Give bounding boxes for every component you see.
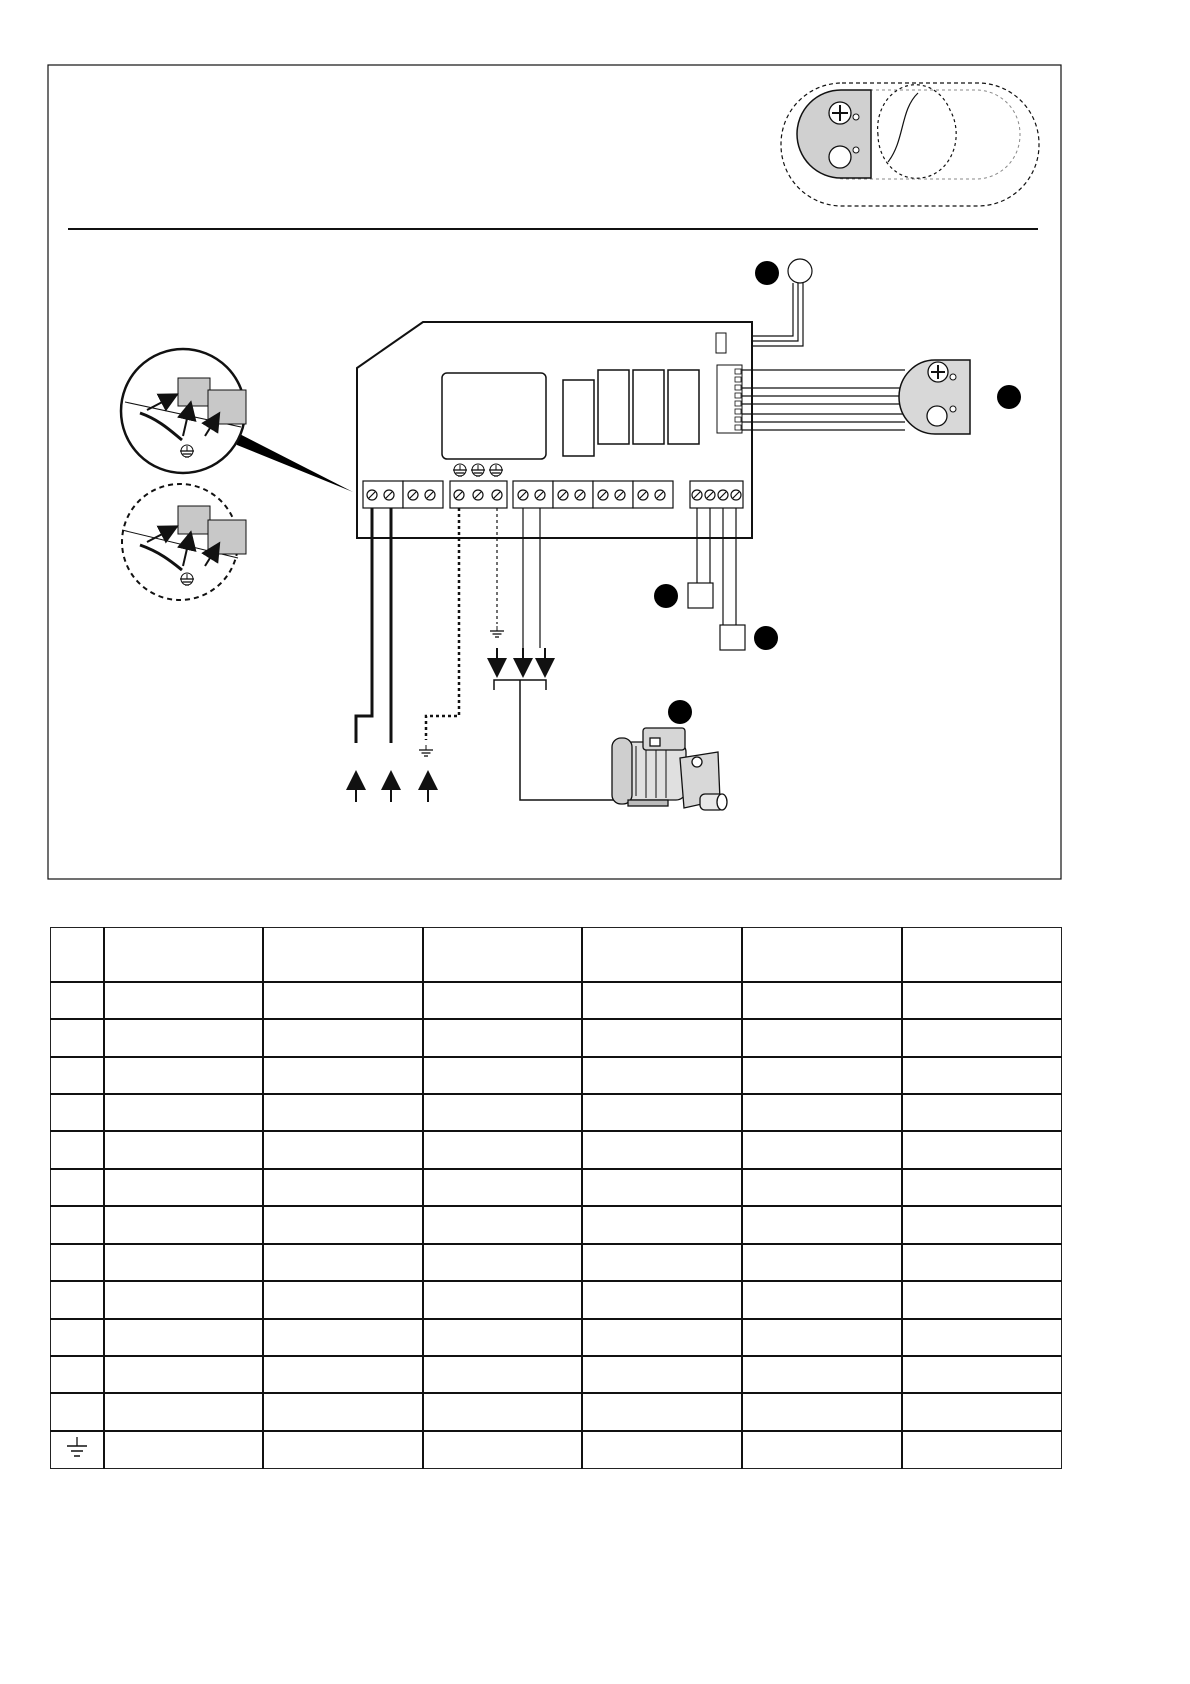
table-cell — [582, 982, 742, 1019]
table-cell — [263, 928, 423, 982]
table-cell — [263, 1281, 423, 1318]
callout-marker — [788, 259, 812, 283]
table-cell — [423, 1094, 583, 1131]
ground-symbol-icon — [453, 464, 503, 476]
table-cell — [742, 1356, 902, 1393]
table-row-number — [51, 1244, 104, 1281]
table-cell — [742, 928, 902, 982]
table-cell — [582, 1206, 742, 1243]
table-cell — [104, 1019, 264, 1056]
table-cell — [582, 928, 742, 982]
table-cell — [104, 1431, 264, 1469]
table-cell — [263, 1356, 423, 1393]
table-cell — [263, 1431, 423, 1469]
table-row — [51, 1281, 1062, 1318]
table-row — [51, 1356, 1062, 1393]
table-cell — [582, 1131, 742, 1168]
callout-marker — [755, 261, 779, 285]
table-row-number — [51, 1169, 104, 1206]
table-cell — [104, 1169, 264, 1206]
table-cell — [104, 1393, 264, 1430]
callout-marker — [654, 584, 678, 608]
table-cell — [423, 982, 583, 1019]
table-row — [51, 1169, 1062, 1206]
table-cell — [263, 1094, 423, 1131]
table-cell — [423, 1431, 583, 1469]
table-cell — [423, 1244, 583, 1281]
table-cell — [902, 982, 1062, 1019]
table-cell — [742, 1131, 902, 1168]
table-cell — [742, 1094, 902, 1131]
screw-terminal-detail-icon — [122, 484, 246, 600]
table-cell — [104, 982, 264, 1019]
table-cell — [104, 1281, 264, 1318]
table-cell — [902, 1169, 1062, 1206]
table-cell — [263, 1393, 423, 1430]
table-cell — [742, 1281, 902, 1318]
table-cell — [902, 1206, 1062, 1243]
table-cell — [104, 1244, 264, 1281]
callout-marker — [754, 626, 778, 650]
table-cell — [104, 1131, 264, 1168]
table-cell — [263, 1244, 423, 1281]
table-cell — [902, 1244, 1062, 1281]
table-cell — [423, 928, 583, 982]
table-cell — [582, 1019, 742, 1056]
zoom-pointer — [222, 425, 353, 492]
table-row — [51, 1431, 1062, 1469]
table-row-number — [51, 1431, 104, 1469]
table-row-number — [51, 982, 104, 1019]
table-cell — [742, 1244, 902, 1281]
table-cell — [582, 1169, 742, 1206]
table-cell — [104, 1319, 264, 1356]
table-row-number — [51, 1094, 104, 1131]
table-cell — [104, 1057, 264, 1094]
table-row-number — [51, 1281, 104, 1318]
table-row — [51, 1057, 1062, 1094]
table-cell — [104, 1094, 264, 1131]
table-cell — [423, 1393, 583, 1430]
table-cell — [263, 1169, 423, 1206]
table-row-number — [51, 1393, 104, 1430]
table-cell — [902, 1431, 1062, 1469]
table-row — [51, 1131, 1062, 1168]
table-cell — [423, 1356, 583, 1393]
table-row — [51, 1244, 1062, 1281]
table-cell — [742, 1431, 902, 1469]
control-board — [357, 322, 752, 538]
table-cell — [423, 1057, 583, 1094]
table-cell — [902, 1393, 1062, 1430]
table-cell — [263, 982, 423, 1019]
table-cell — [902, 1019, 1062, 1056]
ground-symbol-icon — [65, 1435, 89, 1461]
table-row-number — [51, 1131, 104, 1168]
table-row-number — [51, 928, 104, 982]
table-row-number — [51, 1356, 104, 1393]
power-supply-wires — [356, 508, 459, 743]
screw-terminal-detail-icon — [121, 349, 246, 473]
table-cell — [902, 1356, 1062, 1393]
table-cell — [902, 1281, 1062, 1318]
pump-motor-icon — [612, 728, 727, 810]
table-cell — [582, 1057, 742, 1094]
callout-marker — [668, 700, 692, 724]
table-cell — [582, 1431, 742, 1469]
table-cell — [582, 1244, 742, 1281]
table-cell — [263, 1319, 423, 1356]
ground-symbol-icon — [490, 626, 504, 637]
table-cell — [742, 1169, 902, 1206]
table-cell — [263, 1019, 423, 1056]
table-row — [51, 1019, 1062, 1056]
table-cell — [742, 1206, 902, 1243]
table-cell — [902, 1319, 1062, 1356]
table-cell — [902, 1057, 1062, 1094]
table-cell — [423, 1169, 583, 1206]
table-cell — [742, 1319, 902, 1356]
table-row — [51, 982, 1062, 1019]
table-cell — [104, 1206, 264, 1243]
ground-symbol-icon — [419, 745, 433, 756]
callout-marker — [997, 385, 1021, 409]
table-cell — [582, 1281, 742, 1318]
table-cell — [742, 982, 902, 1019]
wiring-table — [50, 927, 1062, 1469]
table-cell — [104, 1356, 264, 1393]
table-cell — [582, 1356, 742, 1393]
table-cell — [742, 1019, 902, 1056]
table-row-number — [51, 1057, 104, 1094]
table-cell — [104, 928, 264, 982]
table-row-number — [51, 1019, 104, 1056]
table-cell — [902, 1131, 1062, 1168]
table-row — [51, 1319, 1062, 1356]
table-row — [51, 1094, 1062, 1131]
table-cell — [423, 1319, 583, 1356]
table-row — [51, 1206, 1062, 1243]
motor-bracket — [494, 680, 618, 800]
table-cell — [582, 1393, 742, 1430]
table-cell — [423, 1206, 583, 1243]
table-cell — [263, 1057, 423, 1094]
table-cell — [742, 1057, 902, 1094]
table-header-row — [51, 928, 1062, 982]
table-cell — [742, 1393, 902, 1430]
control-knob — [742, 360, 970, 434]
knob-rotation-detail-icon — [781, 83, 1039, 206]
table-row — [51, 1393, 1062, 1430]
table-cell — [263, 1206, 423, 1243]
table-row-number — [51, 1319, 104, 1356]
table-cell — [902, 1094, 1062, 1131]
table-cell — [263, 1131, 423, 1168]
table-cell — [582, 1094, 742, 1131]
table-cell — [423, 1019, 583, 1056]
table-cell — [902, 928, 1062, 982]
table-row-number — [51, 1206, 104, 1243]
table-cell — [423, 1281, 583, 1318]
table-cell — [582, 1319, 742, 1356]
table-cell — [423, 1131, 583, 1168]
